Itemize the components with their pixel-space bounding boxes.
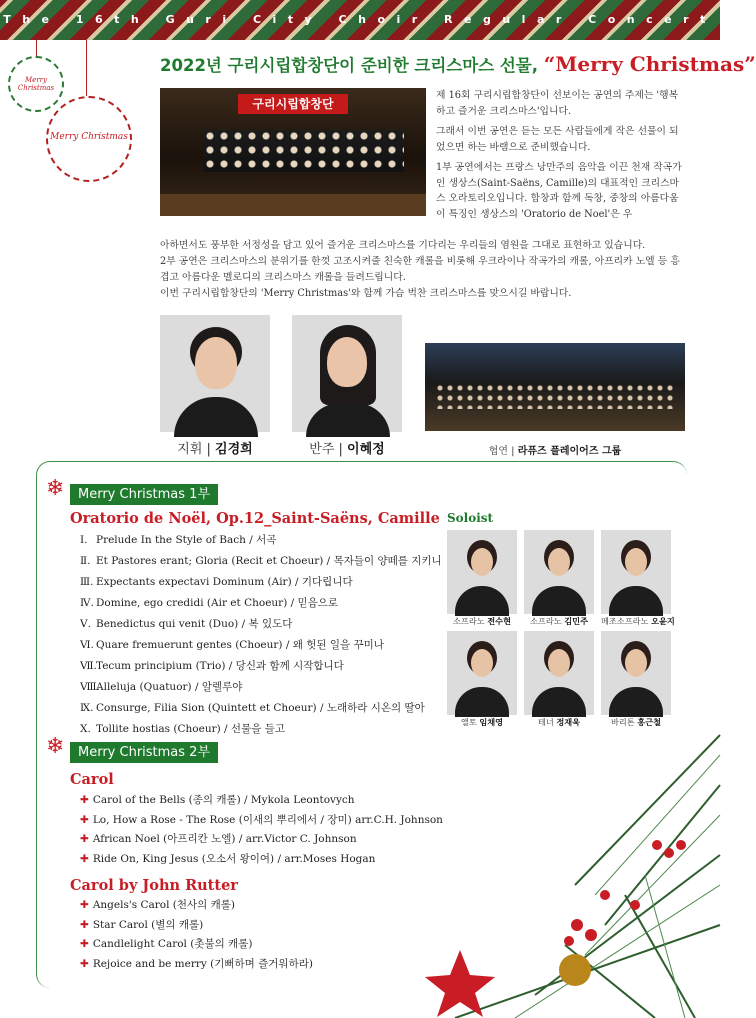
soloist-name: 정재욱 — [556, 717, 581, 727]
soloist-card — [447, 530, 517, 627]
snowflake-icon: ❄ — [46, 476, 65, 501]
soloist-role: 소프라노 — [453, 616, 488, 626]
headline-korean: 2022년 구리시립합창단이 준비한 크리스마스 선물, — [160, 56, 539, 75]
soloist-role: 테너 — [537, 717, 557, 727]
carol-title: Carol — [70, 771, 114, 788]
soloist-caption — [447, 616, 517, 627]
movement-number: Ⅶ. — [80, 660, 97, 672]
accompanist-photo — [292, 315, 402, 432]
soloist-name: 홍근철 — [637, 717, 662, 727]
plus-bullet-icon: ✚ — [80, 957, 89, 970]
carol-text: Lo, How a Rose - The Rose (이새의 뿌리에서 / 장미) arr.C.H. Johnson — [92, 813, 443, 826]
soloist-name: 전수현 — [487, 616, 511, 626]
movement-item — [80, 551, 450, 572]
soloist-name: 오윤지 — [651, 616, 675, 626]
accompanist-caption: 반주 | 이혜정 — [309, 442, 385, 457]
plus-bullet-icon: ✚ — [80, 938, 89, 950]
part2-heading: Merry Christmas 2부 — [70, 742, 218, 763]
ornament-string — [86, 40, 87, 96]
movement-text: Benedictus qui venit (Duo) / 복 있도다 — [96, 618, 293, 630]
movement-item — [80, 656, 450, 677]
intro-paragraph: 이번 구리시립합창단의 'Merry Christmas'와 함께 가슴 벅찬 크리스마스를 맞으시길 바랍니다. — [160, 287, 572, 299]
accompanist-name: 이혜정 — [347, 442, 385, 457]
soloist-card — [601, 530, 675, 627]
part1-heading: Merry Christmas 1부 — [70, 484, 218, 505]
headline-english: “Merry Christmas” — [543, 52, 756, 76]
pine-decoration — [395, 695, 720, 1018]
plus-bullet-icon: ✚ — [80, 813, 89, 826]
intro-paragraph: 그래서 이번 공연은 듣는 모든 사람들에게 작은 선물이 되었으면 하는 바램으로 준비했습니다. — [436, 125, 679, 153]
choir-photo — [160, 88, 426, 216]
rutter-carol-item — [80, 955, 313, 975]
rutter-carol-item — [80, 935, 313, 955]
carol-text: Ride On, King Jesus (오소서 왕이여) / arr.Moses Hogan — [92, 852, 376, 865]
soloist-photo — [524, 530, 594, 614]
carol-text: African Noel (아프리칸 노엘) / arr.Victor C. Johnson — [92, 833, 357, 845]
movement-number: Ⅳ. — [80, 597, 94, 609]
conductor-photo — [160, 315, 270, 432]
movement-item — [80, 572, 450, 593]
soloist-caption — [524, 616, 594, 627]
soloist-role: 앨토 — [460, 717, 480, 727]
movement-item — [80, 635, 450, 656]
movement-text: Tollite hostias (Choeur) / 선물을 들고 — [96, 723, 285, 735]
movement-number: Ⅸ. — [80, 702, 94, 714]
movement-number: Ⅲ. — [80, 576, 94, 588]
part1-work-title: Oratorio de Noël, Op.12_Saint-Saëns, Camille — [70, 510, 440, 527]
movement-text: Et Pastores erant; Gloria (Recit et Choeur) / 목자들이 양떼를 지키니 — [96, 555, 442, 567]
movement-text: Domine, ego credidi (Air et Choeur) / 믿음으로 — [96, 597, 339, 609]
intro-full — [160, 238, 685, 302]
carol-text: Star Carol (별의 캐롤) — [92, 918, 204, 931]
snowflake-icon: ❄ — [46, 734, 65, 759]
rutter-carol-item — [80, 916, 313, 936]
intro-paragraph: 1부 공연에서는 프랑스 낭만주의 음악을 이끈 천재 작곡가인 생상스(Saint-Saëns, Camille)의 대표적인 크리스마스 오라토리오입니다. 합창과 함께 독창, 중창의 아름다움이 특징인 생상스의 'Oratorio de Noel'은 우 — [436, 161, 682, 221]
movement-number: Ⅰ. — [80, 534, 88, 546]
movement-item — [80, 614, 450, 635]
intro-paragraph: 2부 공연은 크리스마스의 분위기를 한껏 고조시켜줄 친숙한 캐롤을 비롯해 우크라이나 작곡가의 캐롤, 아프리카 노엘 등 흥겹고 아름다운 멜로디의 크리스마스 캐롤을 들려드립니다. — [160, 255, 680, 283]
movement-text: Tecum principium (Trio) / 당신과 함께 시작합니다 — [96, 660, 344, 672]
soloist-photo — [447, 530, 517, 614]
intro-paragraph: 제 16회 구리시립합창단이 선보이는 공연의 주제는 '행복하고 즐거운 크리스마스'입니다. — [436, 90, 679, 117]
plus-bullet-icon: ✚ — [80, 918, 89, 931]
conductor-caption: 지휘 | 김경희 — [177, 442, 253, 457]
carol-item — [80, 811, 443, 831]
soloist-name: 임채영 — [479, 717, 504, 727]
small-ornament — [8, 56, 64, 112]
movement-text: Expectants expectavi Dominum (Air) / 기다립니다 — [96, 576, 353, 588]
intro-paragraph: 아하면서도 풍부한 서정성을 담고 있어 즐거운 크리스마스를 기다리는 우리들의 염원을 그대로 표현하고 있습니다. — [160, 240, 646, 251]
large-ornament — [46, 96, 132, 182]
movement-number: Ⅷ. — [80, 681, 100, 693]
conductor-name: 김경희 — [215, 442, 253, 457]
soloist-title: Soloist — [447, 511, 494, 525]
soloist-caption — [601, 616, 675, 627]
soloist-role: 바리톤 — [610, 717, 638, 727]
soloist-role: 메조소프라노 — [601, 616, 652, 626]
plus-bullet-icon: ✚ — [80, 899, 89, 911]
intro-right — [436, 88, 684, 227]
movement-text: Prelude In the Style of Bach / 서곡 — [96, 534, 277, 546]
plus-bullet-icon: ✚ — [80, 852, 89, 865]
carol-text: Angels's Carol (천사의 캐롤) — [92, 899, 236, 911]
carol-list — [80, 791, 443, 869]
movement-number: Ⅹ. — [80, 723, 91, 735]
rutter-title: Carol by John Rutter — [70, 877, 238, 894]
choir-singers — [204, 130, 404, 172]
stage-floor — [160, 194, 426, 216]
rutter-list — [80, 896, 313, 974]
movement-number: Ⅱ. — [80, 555, 91, 567]
soloist-name: 김민주 — [564, 616, 588, 626]
orchestra-photo — [425, 343, 685, 431]
headline — [160, 52, 756, 76]
carol-text: Candlelight Carol (촛불의 캐롤) — [92, 938, 253, 950]
movement-text: Quare fremuerunt gentes (Choeur) / 왜 헛된 일을 꾸미나 — [96, 639, 384, 651]
banner-title: The 16th Guri City Choir Regular Concert — [3, 13, 717, 26]
plus-bullet-icon: ✚ — [80, 833, 89, 845]
ornament-string — [36, 40, 37, 56]
soloist-card — [524, 530, 594, 627]
movement-number: Ⅵ. — [80, 639, 94, 651]
movement-item — [80, 593, 450, 614]
carol-text: Rejoice and be merry (기뻐하며 즐거워하라) — [92, 957, 313, 970]
small-ornament-text: Merry Christmas — [17, 76, 55, 92]
movement-number: Ⅴ. — [80, 618, 91, 630]
plus-bullet-icon: ✚ — [80, 794, 89, 806]
carol-item — [80, 791, 443, 811]
carol-item — [80, 850, 443, 870]
movement-text: Alleluja (Quatuor) / 알렐루야 — [96, 681, 243, 693]
orchestra-caption: 협연 | 라퓨즈 플레이어즈 그룹 — [488, 446, 622, 457]
rutter-carol-item — [80, 896, 313, 916]
carol-item — [80, 830, 443, 850]
movement-item — [80, 530, 450, 551]
soloist-photo — [601, 530, 671, 614]
orchestra-name: 라퓨즈 플레이어즈 그룹 — [517, 446, 622, 457]
movement-text: Consurge, Filia Sion (Quintett et Choeur) / 노래하라 시온의 딸아 — [96, 702, 425, 714]
carol-text: Carol of the Bells (종의 캐롤) / Mykola Leontovych — [92, 794, 355, 806]
choir-photo-label: 구리시립합창단 — [238, 94, 348, 114]
soloist-role: 소프라노 — [530, 616, 565, 626]
large-ornament-text: Merry Christmas — [50, 132, 128, 142]
